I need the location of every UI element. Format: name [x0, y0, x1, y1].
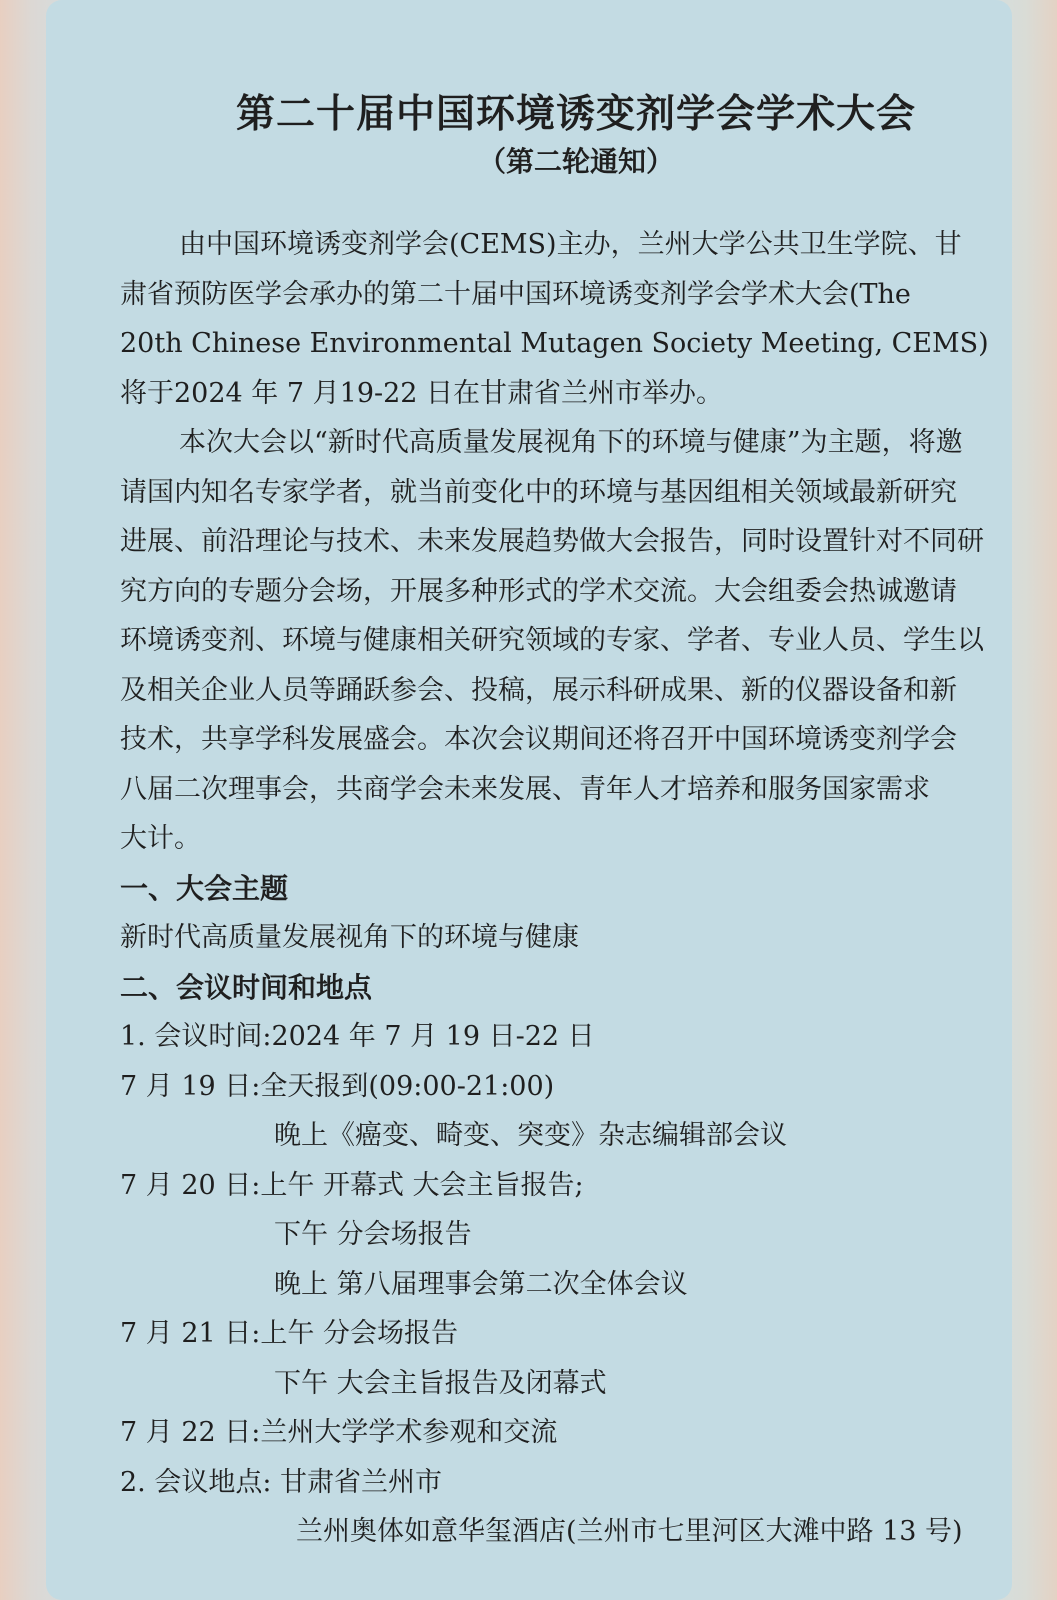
intro-paragraph — [120, 220, 1032, 418]
schedule-item: 上午 分会场报告 — [260, 1318, 458, 1349]
schedule-item: 下午 大会主旨报告及闭幕式 — [274, 1367, 607, 1399]
schedule-item: 兰州大学学术参观和交流 — [260, 1417, 558, 1448]
schedule-row — [120, 1359, 1032, 1409]
schedule-row — [120, 1161, 1032, 1211]
schedule-item: 晚上《癌变、畸变、突变》杂志编辑部会议 — [274, 1120, 787, 1151]
paragraph-line: 本次大会以“新时代高质量发展视角下的环境与健康”为主题，将邀 — [179, 427, 963, 458]
schedule-row — [120, 1309, 1032, 1359]
paragraph-line: 及相关企业人员等踊跃参会、投稿，展示科研成果、新的仪器设备和新 — [120, 674, 957, 706]
meeting-time: 1. 会议时间:2024 年 7 月 19 日-22 日 — [120, 1021, 595, 1052]
schedule-row — [120, 1210, 1032, 1260]
paragraph-line: 技术，共享学科发展盛会。本次会议期间还将召开中国环境诱变剂学会 — [120, 724, 957, 755]
page-subtitle: （第二轮通知） — [477, 145, 674, 178]
schedule-day: 7 月 19 日: — [120, 1070, 261, 1102]
document-card — [46, 0, 1012, 1600]
schedule-row — [120, 1111, 1032, 1161]
theme-paragraph — [120, 418, 1032, 864]
paragraph-line: 八届二次理事会，共商学会未来发展、青年人才培养和服务国家需求 — [120, 773, 930, 805]
notice-document — [120, 86, 1032, 1557]
venue-detail: 兰州奥体如意华玺酒店(兰州市七里河区大滩中路 13 号) — [296, 1516, 963, 1547]
schedule-day: 7 月 20 日: — [120, 1169, 261, 1201]
schedule-row — [120, 1260, 1032, 1310]
schedule-item: 上午 开幕式 大会主旨报告; — [260, 1169, 584, 1201]
schedule-item: 下午 分会场报告 — [274, 1219, 472, 1250]
schedule-item: 晚上 第八届理事会第二次全体会议 — [274, 1268, 688, 1300]
schedule-row — [120, 1408, 1032, 1458]
schedule-day: 7 月 22 日: — [120, 1417, 261, 1448]
paragraph-line: 进展、前沿理论与技术、未来发展趋势做大会报告，同时设置针对不同研 — [120, 526, 984, 557]
paragraph-line: 大计。 — [120, 823, 201, 854]
intro-line: 20th Chinese Environmental Mutagen Society Meeting, CEMS) — [120, 328, 989, 359]
section-heading-time-place: 二、会议时间和地点 — [120, 970, 373, 1004]
schedule-item: 全天报到(09:00-21:00) — [260, 1070, 555, 1102]
schedule-day: 7 月 21 日: — [120, 1318, 261, 1349]
venue-label: 2. 会议地点: 甘肃省兰州市 — [120, 1466, 443, 1498]
schedule-list — [120, 1062, 1032, 1458]
page-title: 第二十届中国环境诱变剂学会学术大会 — [235, 91, 916, 137]
paragraph-line: 请国内知名专家学者，就当前变化中的环境与基因组相关领域最新研究 — [120, 476, 957, 508]
paragraph-line: 究方向的专题分会场，开展多种形式的学术交流。大会组委会热诚邀请 — [120, 575, 957, 607]
paragraph-line: 环境诱变剂、环境与健康相关研究领域的专家、学者、专业人员、学生以 — [120, 625, 984, 656]
intro-line: 由中国环境诱变剂学会(CEMS)主办，兰州大学公共卫生学院、甘 — [179, 229, 962, 260]
schedule-row — [120, 1062, 1032, 1112]
theme-text: 新时代高质量发展视角下的环境与健康 — [120, 922, 579, 953]
section-heading-theme: 一、大会主题 — [120, 871, 289, 905]
intro-line: 肃省预防医学会承办的第二十届中国环境诱变剂学会学术大会(The — [120, 278, 911, 310]
intro-line: 将于2024 年 7 月19-22 日在甘肃省兰州市举办。 — [120, 377, 724, 409]
